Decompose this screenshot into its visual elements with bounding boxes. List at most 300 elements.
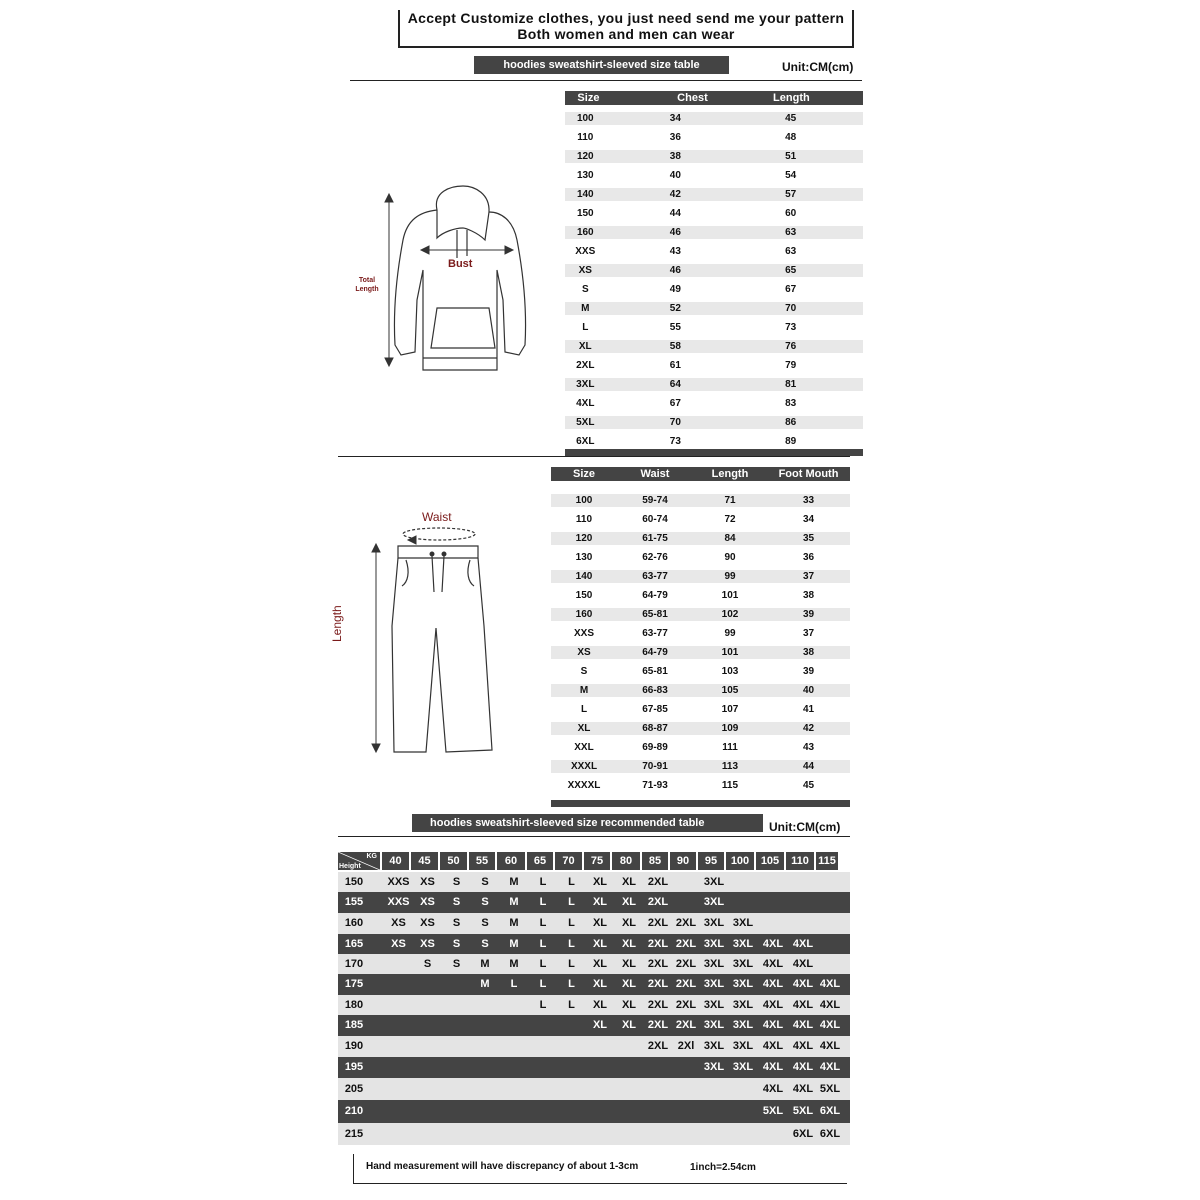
size-cell: 4XL (762, 958, 784, 970)
height-cell: 205 (344, 1083, 364, 1095)
waist-cell: 71-93 (642, 780, 668, 791)
chest-cell: 58 (669, 341, 681, 352)
foot-mouth-cell: 37 (802, 571, 815, 582)
size-cell: 3XL (703, 1019, 725, 1031)
header-chest: Chest (677, 92, 708, 104)
table-row (565, 416, 863, 435)
weight-header: 60 (497, 852, 525, 870)
size-cell: 2XL (675, 938, 697, 950)
table-row (551, 532, 850, 551)
size-cell: XS (420, 917, 435, 929)
header-line-2: Both women and men can wear (517, 26, 735, 42)
size-cell: 160 (576, 227, 594, 238)
chest-cell: 73 (669, 436, 681, 447)
size-cell: M (480, 978, 490, 990)
size-cell: 6XL (819, 1128, 841, 1140)
size-cell: 4XL (576, 398, 595, 409)
length-cell: 99 (724, 628, 736, 639)
table-row (551, 494, 850, 513)
size-cell: S (452, 917, 461, 929)
length-cell: 73 (785, 322, 797, 333)
weight-header: 90 (670, 852, 696, 870)
waist-cell: 69-89 (642, 742, 668, 753)
size-cell: 4XL (792, 938, 814, 950)
pants-length-arrow-bottom (372, 744, 380, 752)
table-row (551, 779, 850, 798)
waist-cell: 61-75 (642, 533, 668, 544)
size-cell: 3XL (732, 1019, 754, 1031)
size-cell: XL (621, 999, 637, 1011)
table-row (565, 283, 863, 302)
length-cell: 103 (721, 666, 739, 677)
table-row (565, 226, 863, 245)
drawstring-dot-left (430, 552, 434, 556)
size-cell: XL (621, 1019, 637, 1031)
size-cell: XS (420, 876, 435, 888)
pants-pocket-left (402, 560, 408, 586)
total-length-label-line1: Total (358, 277, 376, 284)
size-cell: 3XL (732, 917, 754, 929)
length-cell: 109 (721, 723, 739, 734)
height-cell: 180 (344, 999, 364, 1011)
size-cell: 4XL (792, 1019, 814, 1031)
hoodie-table-body (565, 112, 863, 454)
table-row (338, 1123, 850, 1145)
size-cell: XL (592, 1019, 608, 1031)
length-cell: 60 (785, 208, 797, 219)
size-cell: 3XL (732, 1040, 754, 1052)
foot-mouth-cell: 45 (802, 780, 815, 791)
table-row (551, 627, 850, 646)
waist-cell: 66-83 (642, 685, 668, 696)
length-cell: 76 (785, 341, 797, 352)
height-label: Height (339, 863, 361, 870)
size-cell: 2XL (675, 978, 697, 990)
pants-size-table (551, 467, 850, 807)
chest-cell: 52 (669, 303, 681, 314)
size-cell: 3XL (576, 379, 595, 390)
hoodie-unit: Unit:CM(cm) (782, 60, 854, 74)
size-cell: 130 (576, 170, 594, 181)
size-cell: S (580, 666, 588, 677)
size-cell: 4XL (792, 999, 814, 1011)
size-cell: 6XL (792, 1128, 814, 1140)
size-cell: 4XL (762, 1019, 784, 1031)
size-cell: 5XL (792, 1105, 814, 1117)
table-row (565, 112, 863, 131)
row-cells (551, 646, 850, 659)
chest-cell: 38 (669, 151, 681, 162)
size-cell: M (509, 938, 519, 950)
size-cell: 4XL (792, 1061, 814, 1073)
waist-cell: 62-76 (642, 552, 668, 563)
foot-mouth-cell: 38 (802, 647, 815, 658)
size-cell: 120 (575, 533, 593, 544)
hoodie-size-table (565, 91, 863, 456)
size-cell: 140 (576, 189, 594, 200)
waist-cell: 64-79 (642, 647, 668, 658)
hoodie-table-header (565, 91, 863, 105)
recommended-table-title: hoodies sweatshirt-sleeved size recommended table (412, 814, 763, 832)
foot-mouth-cell: 44 (802, 761, 815, 772)
row-cells (565, 245, 863, 258)
waist-cell: 64-79 (642, 590, 668, 601)
chest-cell: 67 (669, 398, 681, 409)
size-cell: XXL (574, 742, 594, 753)
table-row (565, 131, 863, 150)
size-cell: XL (592, 938, 608, 950)
weight-header: 45 (411, 852, 438, 870)
row-cells (551, 513, 850, 526)
size-cell: 4XL (819, 978, 841, 990)
size-cell: 2XL (647, 1040, 669, 1052)
row-cells (565, 340, 863, 353)
size-cell: 2XL (647, 896, 669, 908)
size-cell: 2XL (647, 999, 669, 1011)
size-cell: 2XL (647, 876, 669, 888)
foot-mouth-cell: 39 (802, 666, 815, 677)
size-cell: L (539, 876, 547, 888)
size-cell: 3XL (703, 938, 725, 950)
length-cell: 71 (724, 495, 736, 506)
size-cell: 150 (576, 208, 594, 219)
chest-cell: 49 (669, 284, 681, 295)
waist-cell: 63-77 (642, 571, 668, 582)
size-cell: S (452, 958, 461, 970)
kg-height-corner (338, 852, 380, 870)
weight-header: 110 (786, 852, 814, 870)
table-row (338, 974, 850, 995)
table-row (338, 1036, 850, 1057)
chest-cell: 55 (669, 322, 681, 333)
size-cell: S (423, 958, 432, 970)
size-cell: XL (621, 978, 637, 990)
size-cell: XXS (387, 896, 410, 908)
size-cell: 4XL (819, 1040, 841, 1052)
pants-length-label: Length (330, 605, 344, 642)
height-cell: 155 (344, 896, 364, 908)
length-cell: 115 (721, 780, 739, 791)
size-cell: L (539, 917, 547, 929)
total-length-label (352, 276, 382, 294)
size-cell: L (568, 978, 575, 990)
size-cell: 3XL (703, 1040, 725, 1052)
waist-label: Waist (422, 510, 452, 524)
table-row (565, 302, 863, 321)
size-cell: 4XL (819, 1061, 841, 1073)
table-row (551, 589, 850, 608)
size-cell: 4XL (819, 999, 841, 1011)
row-cells (565, 435, 863, 448)
length-cell: 63 (785, 246, 797, 257)
table-row (551, 760, 850, 779)
header-waist: Waist (640, 468, 670, 480)
table-row (551, 570, 850, 589)
foot-mouth-cell: 39 (802, 609, 815, 620)
row-cells (565, 150, 863, 163)
chest-cell: 46 (669, 227, 681, 238)
header-box (398, 10, 854, 48)
height-cell: 170 (344, 958, 364, 970)
foot-mouth-cell: 42 (802, 723, 815, 734)
size-cell: 2XL (647, 917, 669, 929)
table-row (338, 934, 850, 954)
length-cell: 57 (785, 189, 797, 200)
size-cell: 3XL (703, 876, 725, 888)
length-cell: 99 (724, 571, 736, 582)
height-cell: 195 (344, 1061, 364, 1073)
height-cell: 210 (344, 1105, 364, 1117)
length-cell: 90 (724, 552, 736, 563)
size-cell: 4XL (792, 1040, 814, 1052)
size-cell: 5XL (762, 1105, 784, 1117)
height-cell: 215 (344, 1128, 364, 1140)
table-row (551, 741, 850, 760)
row-cells (551, 627, 850, 640)
size-cell: XL (621, 938, 637, 950)
length-cell: 84 (724, 533, 736, 544)
size-cell: XL (592, 917, 608, 929)
size-cell: XS (391, 938, 406, 950)
pants-waistband (398, 546, 478, 558)
pants-figure (350, 526, 510, 771)
size-cell: M (480, 958, 490, 970)
size-cell: L (568, 917, 575, 929)
size-cell: 4XL (792, 978, 814, 990)
bust-arrow-left (421, 246, 429, 254)
size-cell: 4XL (792, 1083, 814, 1095)
row-cells (565, 188, 863, 201)
length-cell: 113 (721, 761, 739, 772)
divider-bottom (338, 836, 850, 837)
table-row (338, 1057, 850, 1078)
table-row (338, 995, 850, 1015)
length-cell: 70 (785, 303, 797, 314)
table-row (338, 1015, 850, 1036)
size-cell: XXXL (570, 761, 598, 772)
total-length-arrow-bottom (385, 358, 393, 366)
header-line-1: Accept Customize clothes, you just need send me your pattern (407, 10, 845, 26)
foot-mouth-cell: 40 (802, 685, 815, 696)
size-cell: L (568, 999, 575, 1011)
size-cell: 4XL (762, 1061, 784, 1073)
size-cell: XS (577, 647, 591, 658)
chest-cell: 40 (669, 170, 681, 181)
recommended-table-body (338, 872, 850, 1145)
hoodie-pocket (431, 308, 495, 348)
size-cell: 5XL (819, 1083, 841, 1095)
table-row (551, 608, 850, 627)
footer-note: Hand measurement will have discrepancy of about 1-3cm (366, 1161, 639, 1172)
size-cell: XXS (575, 246, 596, 257)
size-cell: M (581, 303, 590, 314)
size-cell: XL (592, 958, 608, 970)
size-cell: 100 (575, 495, 593, 506)
row-cells (565, 302, 863, 315)
chest-cell: 44 (669, 208, 681, 219)
row-cells (551, 570, 850, 583)
bust-label: Bust (448, 258, 473, 270)
footer-left-border (353, 1154, 354, 1184)
height-cell: 150 (344, 876, 364, 888)
weight-header: 95 (698, 852, 724, 870)
size-cell: 130 (575, 552, 593, 563)
row-cells (565, 264, 863, 277)
size-cell: 160 (575, 609, 593, 620)
height-cell: 175 (344, 978, 364, 990)
size-cell: 3XL (703, 917, 725, 929)
height-cell: 160 (344, 917, 364, 929)
foot-mouth-cell: 33 (802, 495, 815, 506)
table-row (565, 188, 863, 207)
table-row (551, 513, 850, 532)
recommended-unit: Unit:CM(cm) (769, 820, 841, 834)
table-row (338, 1078, 850, 1100)
header-foot-mouth: Foot Mouth (778, 468, 839, 480)
table-row (338, 913, 850, 934)
size-cell: L (568, 876, 575, 888)
row-cells (551, 703, 850, 716)
table-row (565, 169, 863, 188)
size-cell: S (581, 284, 589, 295)
pants-length-arrow-top (372, 544, 380, 552)
row-cells (565, 169, 863, 182)
table-row (338, 872, 850, 892)
table-row (565, 264, 863, 283)
recommended-size-table (338, 852, 850, 1145)
height-cell: 185 (344, 1019, 364, 1031)
foot-mouth-cell: 34 (802, 514, 815, 525)
row-cells (565, 321, 863, 334)
length-cell: 67 (785, 284, 797, 295)
height-cell: 190 (344, 1040, 364, 1052)
size-cell: L (568, 958, 575, 970)
weight-header: 55 (469, 852, 495, 870)
table-row (565, 150, 863, 169)
size-cell: XL (592, 978, 608, 990)
row-cells (565, 226, 863, 239)
table-row (565, 397, 863, 416)
size-cell: 3XL (703, 896, 725, 908)
chest-cell: 70 (669, 417, 681, 428)
chest-cell: 61 (669, 360, 681, 371)
size-cell: 3XL (732, 958, 754, 970)
header-length: Length (711, 468, 749, 480)
row-cells (551, 532, 850, 545)
weight-header: 65 (527, 852, 553, 870)
size-cell: 5XL (576, 417, 595, 428)
size-cell: 2XL (647, 958, 669, 970)
kg-label: KG (366, 853, 377, 860)
weight-header: 40 (382, 852, 409, 870)
size-cell: 3XL (732, 938, 754, 950)
hoodie-hood-shape (436, 186, 489, 240)
length-cell: 48 (785, 132, 797, 143)
size-cell: 2Xl (677, 1040, 695, 1052)
size-cell: XL (621, 917, 637, 929)
size-cell: L (568, 938, 575, 950)
size-cell: XXXXL (567, 780, 601, 791)
size-cell: S (481, 917, 489, 929)
table-row (551, 646, 850, 665)
length-cell: 101 (721, 647, 739, 658)
foot-mouth-cell: 37 (802, 628, 815, 639)
table-row (338, 954, 850, 974)
footer-conversion: 1inch=2.54cm (690, 1162, 756, 1173)
table-row (565, 245, 863, 264)
size-cell: M (509, 958, 519, 970)
length-cell: 72 (724, 514, 736, 525)
size-cell: XXS (387, 876, 410, 888)
waist-cell: 65-81 (642, 666, 668, 677)
size-cell: 2XL (675, 958, 697, 970)
weight-header: 75 (584, 852, 610, 870)
hoodie-body-outline (394, 210, 525, 370)
size-cell: 120 (576, 151, 594, 162)
size-cell: 150 (575, 590, 593, 601)
size-cell: M (509, 917, 519, 929)
size-cell: 110 (575, 514, 593, 525)
length-cell: 51 (785, 151, 797, 162)
size-cell: 6XL (576, 436, 595, 447)
length-cell: 102 (721, 609, 739, 620)
weight-header: 100 (726, 852, 754, 870)
foot-mouth-cell: 43 (802, 742, 815, 753)
total-length-label-line2: Length (355, 286, 379, 293)
size-cell: L (580, 704, 588, 715)
length-cell: 89 (785, 436, 797, 447)
foot-mouth-cell: 36 (802, 552, 815, 563)
table-row (565, 359, 863, 378)
row-cells (565, 112, 863, 125)
length-cell: 79 (785, 360, 797, 371)
weight-header: 50 (440, 852, 467, 870)
size-cell: S (452, 896, 461, 908)
chest-cell: 64 (669, 379, 681, 390)
size-cell: L (539, 958, 547, 970)
size-cell: XS (391, 917, 406, 929)
size-cell: L (582, 322, 589, 333)
row-cells (551, 779, 850, 792)
size-cell: 4XL (762, 1040, 784, 1052)
size-cell: 3XL (703, 958, 725, 970)
drawstring-dot-right (442, 552, 446, 556)
length-cell: 54 (785, 170, 797, 181)
waist-cell: 63-77 (642, 628, 668, 639)
hoodie-table-footer-bar (565, 449, 863, 456)
row-cells (551, 741, 850, 754)
size-cell: 3XL (703, 1061, 725, 1073)
row-cells (565, 378, 863, 391)
weight-header: 70 (555, 852, 582, 870)
weight-header: 85 (642, 852, 668, 870)
pants-pocket-right (468, 560, 474, 586)
size-cell: M (509, 896, 519, 908)
size-cell: 3XL (732, 999, 754, 1011)
recommended-table-header (338, 852, 850, 870)
row-cells (565, 416, 863, 429)
size-cell: 4XL (762, 938, 784, 950)
size-cell: 2XL (647, 938, 669, 950)
row-cells (551, 589, 850, 602)
size-cell: XL (621, 876, 637, 888)
length-cell: 65 (785, 265, 797, 276)
table-row (565, 207, 863, 226)
size-cell: S (452, 876, 461, 888)
size-cell: M (579, 685, 589, 696)
size-cell: 4XL (792, 958, 814, 970)
size-cell: 2XL (576, 360, 595, 371)
